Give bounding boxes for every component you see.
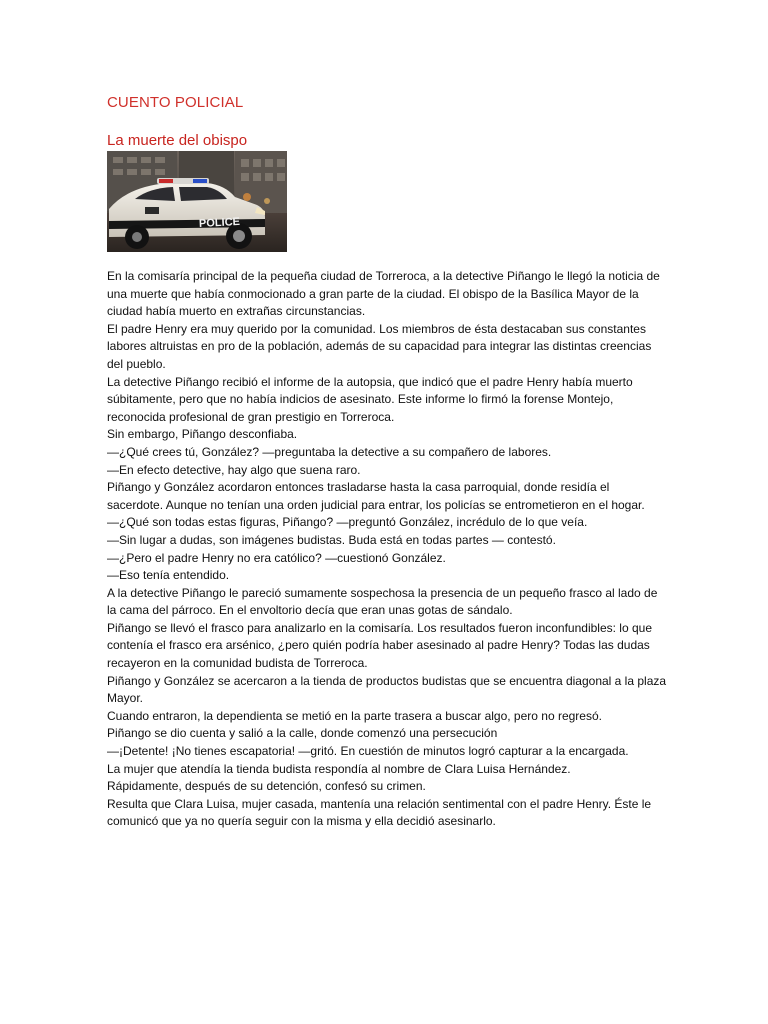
story-paragraph: Sin embargo, Piñango desconfiaba. (107, 427, 298, 442)
story-paragraph: —¿Pero el padre Henry no era católico? —cuestionó González. (107, 550, 446, 565)
story-paragraph: Resulta que Clara Luisa, mujer casada, mantenía una relación sentimental con el padre Henry. Éste le comunicó que ya no quería seguir con la misma y ella decidió asesinarlo. (107, 796, 652, 829)
story-paragraph: —¡Detente! ¡No tienes escapatoria! —gritó. En cuestión de minutos logró capturar a la encargada. (107, 744, 629, 759)
story-paragraph: —¿Qué crees tú, González? —preguntaba la detective a su compañero de labores. (107, 444, 552, 459)
story-paragraph: —En efecto detective, hay algo que suena raro. (107, 462, 361, 477)
story-title: La muerte del obispo (107, 132, 248, 149)
story-paragraph: La detective Piñango recibió el informe de la autopsia, que indicó que el padre Henry había muerto súbitamente, pero que no había indicios de asesinato. Este informe lo firmó la forense Montejo, reconocida profesional de gran prestigio en Torreroca. (107, 374, 633, 424)
police-car-photo (107, 151, 287, 252)
story-paragraph: Piñango se llevó el frasco para analizarlo en la comisaría. Los resultados fueron inconfundibles: lo que contenía el frasco era arsénico, ¿pero quién podría haber asesinado al padre Henry? Todas las dudas recayeron en la comunidad budista de Torreroca. (107, 620, 652, 671)
story-paragraph: A la detective Piñango le pareció sumamente sospechosa la presencia de un pequeño frasco al lado de la cama del párroco. En el envoltorio decía que eran unas gotas de sándalo. (107, 585, 658, 618)
story-paragraph: —¿Qué son todas estas figuras, Piñango? —preguntó González, incrédulo de lo que veía. (107, 515, 588, 530)
story-paragraph: La mujer que atendía la tienda budista respondía al nombre de Clara Luisa Hernández. (107, 761, 571, 776)
page-title: CUENTO POLICIAL (107, 94, 244, 111)
story-body (107, 268, 667, 831)
story-paragraph: Piñango y González se acercaron a la tienda de productos budistas que se encuentra diagonal a la plaza Mayor. (107, 673, 667, 706)
story-paragraph: Cuando entraron, la dependienta se metió en la parte trasera a buscar algo, pero no regresó. (107, 708, 602, 723)
story-paragraph: —Eso tenía entendido. (107, 568, 230, 583)
story-paragraph: El padre Henry era muy querido por la comunidad. Los miembros de ésta destacaban sus constantes labores altruistas en pro de la población, además de su capacidad para integrar las distintas creencias del pueblo. (107, 321, 652, 371)
story-paragraph: Piñango y González acordaron entonces trasladarse hasta la casa parroquial, donde residía el sacerdote. Aunque no tenían una orden judicial para entrar, los policías se entrometieron en el hogar. (107, 480, 645, 512)
story-paragraph: —Sin lugar a dudas, son imágenes budistas. Buda está en todas partes — contestó. (107, 532, 556, 547)
story-paragraph: Rápidamente, después de su detención, confesó su crimen. (107, 779, 426, 794)
police-car-lettering: POLICE (198, 215, 241, 231)
story-paragraph: En la comisaría principal de la pequeña ciudad de Torreroca, a la detective Piñango le llegó la noticia de una muerte que había conmocionado a gran parte de la ciudad. El obispo de la Basílica Mayor de la ciudad había muerto en extrañas circunstancias. (107, 269, 660, 319)
story-paragraph: Piñango se dio cuenta y salió a la calle, donde comenzó una persecución (107, 726, 498, 741)
